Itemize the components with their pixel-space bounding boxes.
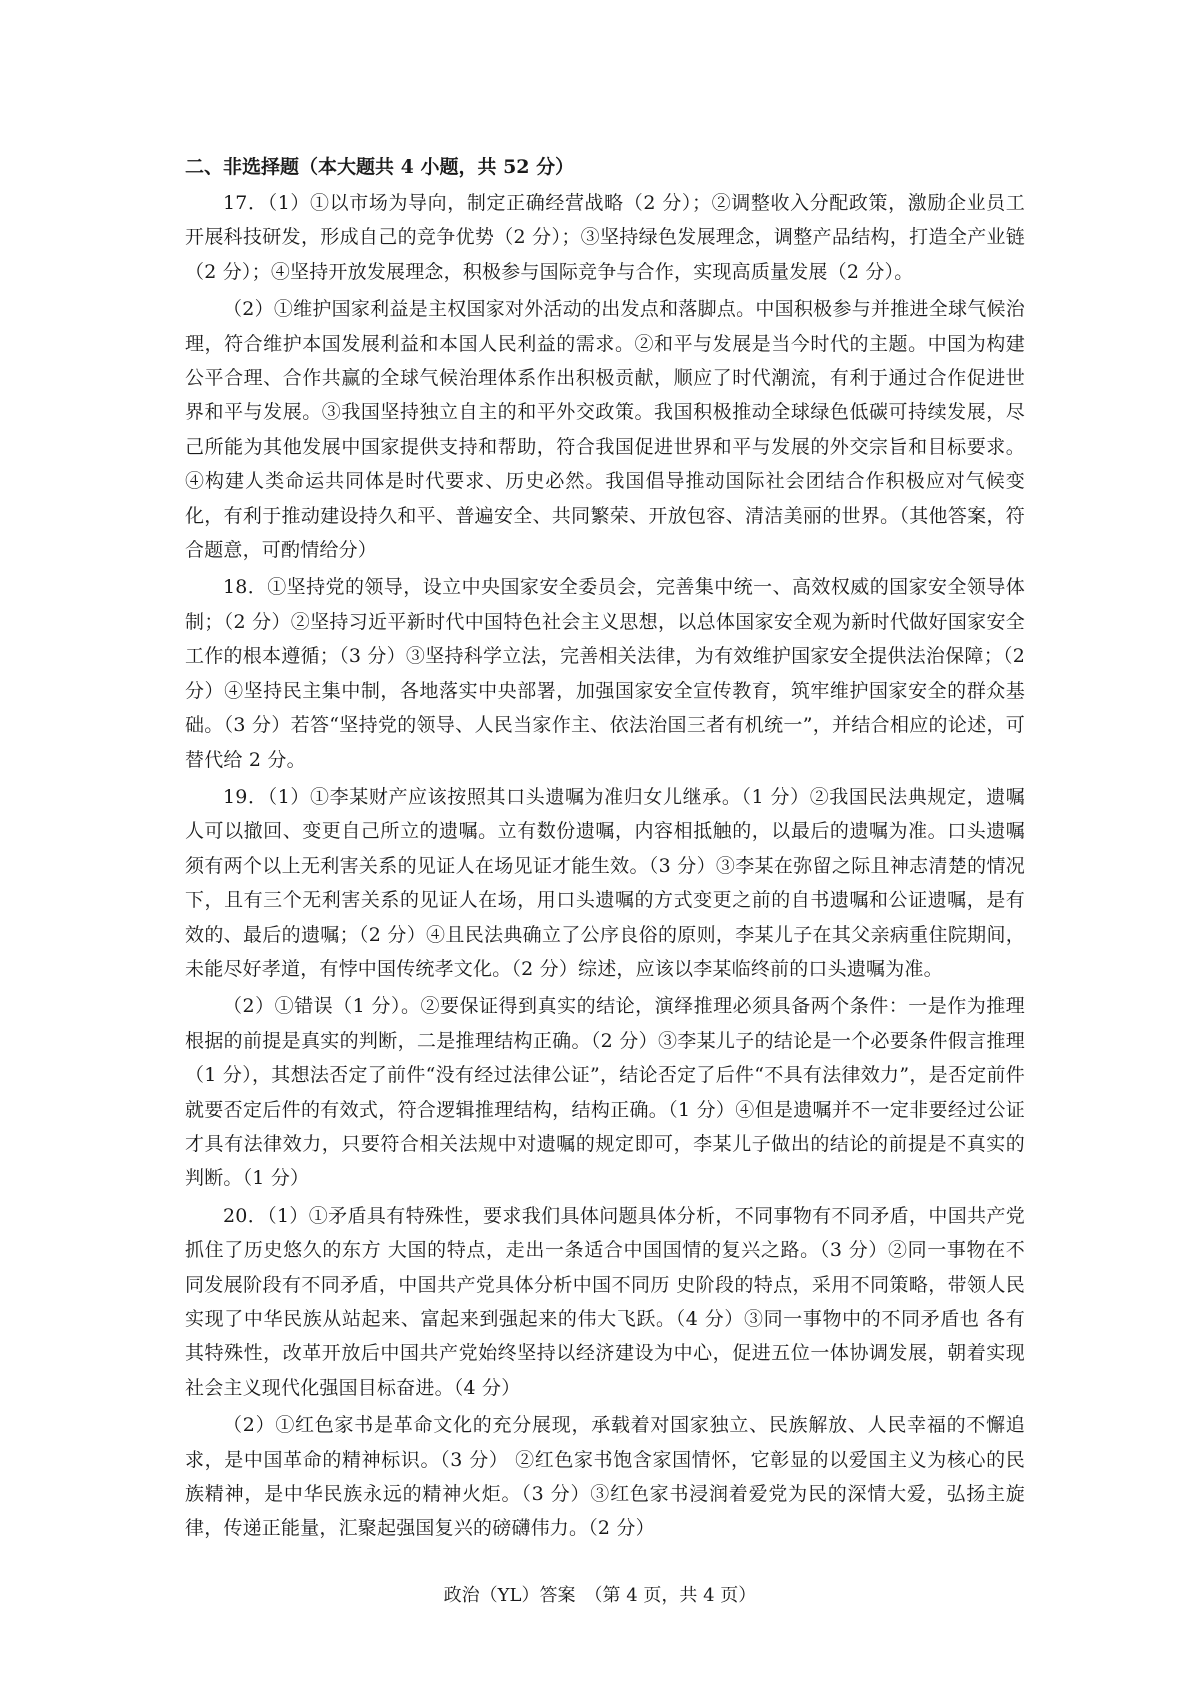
answer-20-part-2: （2）①红色家书是革命文化的充分展现，承载着对国家独立、民族解放、人民幸福的不懈追求，是中国革命的精神标识。（3 分） ②红色家书饱含家国情怀，它彰显的以爱国主义为核心的民族精神，是中华民族永远的精神火炬。（3 分）③红色家书浸润着爱党为民的深情大爱，弘扬主旋律，传递正能量，汇聚起强国复兴的磅礴伟力。（2 分） (185, 1414, 1025, 1540)
answer-18: 18．①坚持党的领导，设立中央国家安全委员会，完善集中统一、高效权威的国家安全领导体制；（2 分）②坚持习近平新时代中国特色社会主义思想，以总体国家安全观为新时代做好国家安全工作的根本遵循；（3 分）③坚持科学立法，完善相关法律，为有效维护国家安全提供法治保障；（2 分）④坚持民主集中制，各地落实中央部署，加强国家安全宣传教育，筑牢维护国家安全的群众基础。（3 分）若答“坚持党的领导、人民当家作主、依法治国三者有机统一”，并结合相应的论述，可替代给 2 分。 (185, 576, 1025, 771)
answer-content (185, 150, 1025, 1546)
answer-20-part-1: 20．（1）①矛盾具有特殊性，要求我们具体问题具体分析，不同事物有不同矛盾，中国共产党抓住了历史悠久的东方 大国的特点，走出一条适合中国国情的复兴之路。（3 分）②同一事物在不同发展阶段有不同矛盾，中国共产党具体分析中国不同历 史阶段的特点，采用不同策略，带领人民实现了中华民族从站起来、富起来到强起来的伟大飞跃。（4 分）③同一事物中的不同矛盾也 各有其特殊性，改革开放后中国共产党始终坚持以经济建设为中心，促进五位一体协调发展，朝着实现社会主义现代化强国目标奋进。（4 分） (185, 1204, 1025, 1399)
answer-19-part-1: 19．（1）①李某财产应该按照其口头遗嘱为准归女儿继承。（1 分）②我国民法典规定，遗嘱人可以撤回、变更自己所立的遗嘱。立有数份遗嘱，内容相抵触的，以最后的遗嘱为准。口头遗嘱须有两个以上无利害关系的见证人在场见证才能生效。（3 分）③李某在弥留之际且神志清楚的情况下，且有三个无利害关系的见证人在场，用口头遗嘱的方式变更之前的自书遗嘱和公证遗嘱，是有效的、最后的遗嘱；（2 分）④且民法典确立了公序良俗的原则，李某儿子在其父亲病重住院期间，未能尽好孝道，有悖中国传统孝文化。（2 分）综述，应该以李某临终前的口头遗嘱为准。 (185, 785, 1025, 980)
section-title: 二、非选择题（本大题共 4 小题，共 52 分） (185, 156, 575, 178)
page-footer: 政治（YL）答案 （第 4 页，共 4 页） (443, 1585, 757, 1606)
answer-17-part-1: 17．（1）①以市场为导向，制定正确经营战略（2 分）；②调整收入分配政策，激励企业员工开展科技研发，形成自己的竞争优势（2 分）；③坚持绿色发展理念，调整产品结构，打造全产业链（2 分）；④坚持开放发展理念，积极参与国际竞争与合作，实现高质量发展（2 分）。 (185, 192, 1025, 283)
answer-19-part-2: （2）①错误（1 分）。②要保证得到真实的结论，演绎推理必须具备两个条件：一是作为推理根据的前提是真实的判断，二是推理结构正确。（2 分）③李某儿子的结论是一个必要条件假言推理（1 分），其想法否定了前件“没有经过法律公证”，结论否定了后件“不具有法律效力”，是否定前件就要否定后件的有效式，符合逻辑推理结构，结构正确。（1 分）④但是遗嘱并不一定非要经过公证才具有法律效力，只要符合相关法规中对遗嘱的规定即可，李某儿子做出的结论的前提是不真实的判断。（1 分） (185, 995, 1025, 1190)
answer-17-part-2: （2）①维护国家利益是主权国家对外活动的出发点和落脚点。中国积极参与并推进全球气候治理，符合维护本国发展利益和本国人民利益的需求。②和平与发展是当今时代的主题。中国为构建公平合理、合作共赢的全球气候治理体系作出积极贡献，顺应了时代潮流，有利于通过合作促进世界和平与发展。③我国坚持独立自主的和平外交政策。我国积极推动全球绿色低碳可持续发展，尽己所能为其他发展中国家提供支持和帮助，符合我国促进世界和平与发展的外交宗旨和目标要求。④构建人类命运共同体是时代要求、历史必然。我国倡导推动国际社会团结合作积极应对气候变化，有利于推动建设持久和平、普遍安全、共同繁荣、开放包容、清洁美丽的世界。（其他答案，符合题意，可酌情给分） (185, 298, 1025, 562)
